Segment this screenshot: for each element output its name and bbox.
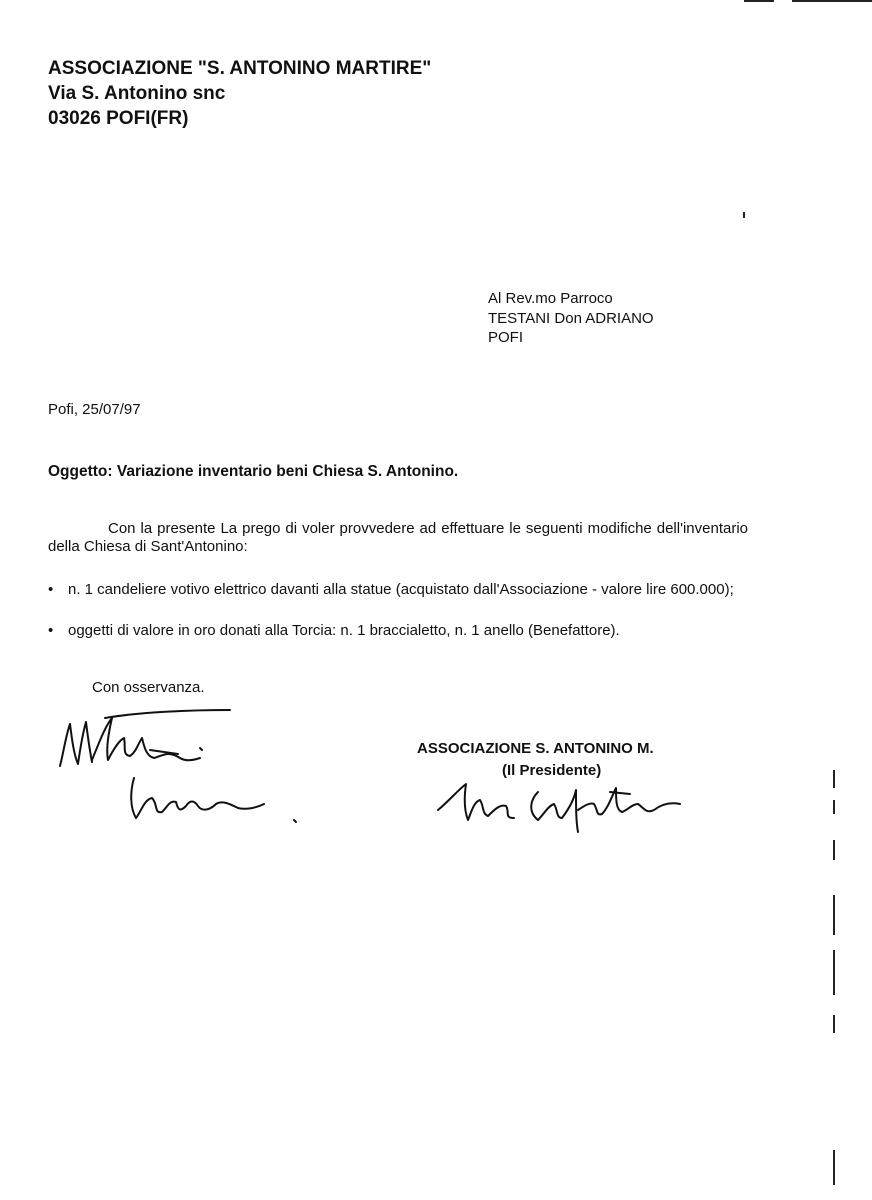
scan-artifact <box>833 1150 835 1185</box>
list-item <box>48 581 748 599</box>
recipient-city: POFI <box>488 329 524 346</box>
letterhead-address: Via S. Antonino snc <box>48 83 226 104</box>
recipient-title: Al Rev.mo Parroco <box>488 290 613 307</box>
bullet-icon: • <box>48 581 54 598</box>
scan-artifact <box>743 212 745 218</box>
scan-artifact <box>833 950 835 995</box>
handwritten-signature-left <box>50 700 310 830</box>
signatory-role: (Il Presidente) <box>502 762 602 779</box>
scan-artifact <box>833 800 835 814</box>
scan-artifact <box>833 895 835 935</box>
letter-date: Pofi, 25/07/97 <box>48 401 141 418</box>
scan-artifact <box>744 0 774 2</box>
recipient-name: TESTANI Don ADRIANO <box>488 309 654 327</box>
letter-subject: Oggetto: Variazione inventario beni Chiesa S. Antonino. <box>48 463 459 480</box>
letter-body: Con la presente La prego di voler provvedere ad effettuare le seguenti modifiche dell'inventario della Chiesa di Sant'Antonino: <box>48 520 748 555</box>
scan-artifact <box>833 840 835 860</box>
signatory-organization: ASSOCIAZIONE S. ANTONINO M. <box>417 740 654 757</box>
scan-artifact <box>833 770 835 788</box>
list-item-text: n. 1 candeliere votivo elettrico davanti alla statue (acquistato dall'Associazione - valore lire 600.000); <box>68 581 734 598</box>
bullet-list <box>48 581 748 663</box>
list-item-text: oggetti di valore in oro donati alla Torcia: n. 1 braccialetto, n. 1 anello (Benefattore). <box>68 622 620 639</box>
scan-artifact <box>792 0 872 2</box>
scan-artifact <box>833 1015 835 1033</box>
bullet-icon: • <box>48 622 54 639</box>
list-item <box>48 622 748 640</box>
letterhead <box>48 56 431 131</box>
recipient-block <box>488 289 654 348</box>
letterhead-city: 03026 POFI(FR) <box>48 108 189 129</box>
handwritten-signature-right <box>430 770 690 840</box>
letterhead-organization: ASSOCIAZIONE "S. ANTONINO MARTIRE" <box>48 58 432 79</box>
closing-salutation: Con osservanza. <box>92 679 205 696</box>
